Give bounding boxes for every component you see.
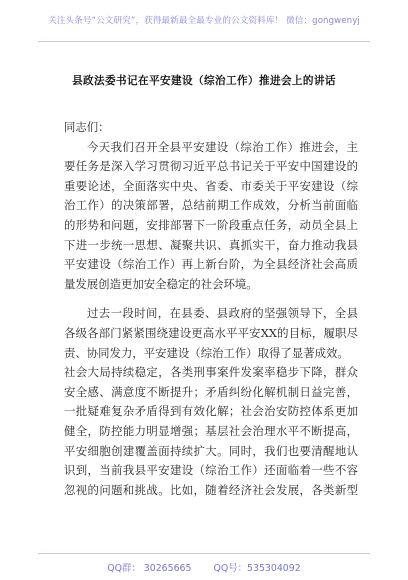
document-body [64, 118, 358, 500]
text-line: 过去一段时间，在县委、县政府的坚强领导下，全县 [87, 306, 358, 321]
text-line: 安全感、满意度不断提升；矛盾纠纷化解机制日益完善， [64, 384, 358, 399]
header-divider [38, 41, 370, 42]
footer-qq-group: QQ群： 30265665 [107, 563, 192, 574]
text-line: 平安建设（综治工作）再上新台阶，为全县经济社会高质 [64, 257, 358, 272]
salutation: 同志们： [64, 120, 110, 134]
text-line: 下进一步统一思想、凝聚共识、真抓实干，奋力推动我县 [64, 237, 358, 252]
text-line: 健全，防控能力明显增强；基层社会治理水平不断提高， [64, 423, 358, 438]
text-line: 的形势和问题，安排部署下一阶段重点任务，动员全县上 [64, 217, 358, 232]
text-line: 识到，当前我县平安建设（综治工作）还面临着一些不容 [64, 463, 358, 478]
footer-qq-number: QQ号：535304092 [213, 563, 301, 574]
paragraph [64, 138, 358, 295]
text-line: 各级各部门紧紧围绕建设更高水平平安XX的目标，履职尽 [64, 325, 358, 340]
paragraph [64, 304, 358, 500]
page-footer [0, 558, 408, 576]
text-line: 忽视的问题和挑战。比如，随着经济社会发展，各类新型 [64, 482, 358, 497]
text-line: 社会大局持续稳定，各类刑事案件发案率稳步下降，群众 [64, 365, 358, 380]
header-notice: 关注头条号“公文研究”，获得最新最全最专业的公文资料库！ 微信：gongwenyj [48, 16, 360, 26]
paragraph-spacer [64, 294, 358, 304]
text-line: 重要论述，全面落实中央、省委、市委关于平安建设（综 [64, 178, 358, 193]
text-line: 量发展创造更加安全稳定的社会环境。 [64, 276, 258, 291]
footer-divider [38, 553, 370, 554]
text-line: 平安细胞创建覆盖面持续扩大。同时，我们也要清醒地认 [64, 443, 358, 458]
text-line: 治工作）的决策部署，总结前期工作成效，分析当前面临 [64, 198, 358, 213]
page-header [0, 0, 408, 40]
text-line: 一批疑难复杂矛盾得到有效化解；社会治安防控体系更加 [64, 404, 358, 419]
text-line: 今天我们召开全县平安建设（综治工作）推进会，主 [87, 139, 358, 154]
text-line: 责、协同发力，平安建设（综治工作）取得了显著成效。 [64, 345, 349, 360]
text-line: 要任务是深入学习贯彻习近平总书记关于平安中国建设的 [64, 159, 358, 174]
document-title: 县政法委书记在平安建设（综治工作）推进会上的讲话 [72, 75, 336, 87]
